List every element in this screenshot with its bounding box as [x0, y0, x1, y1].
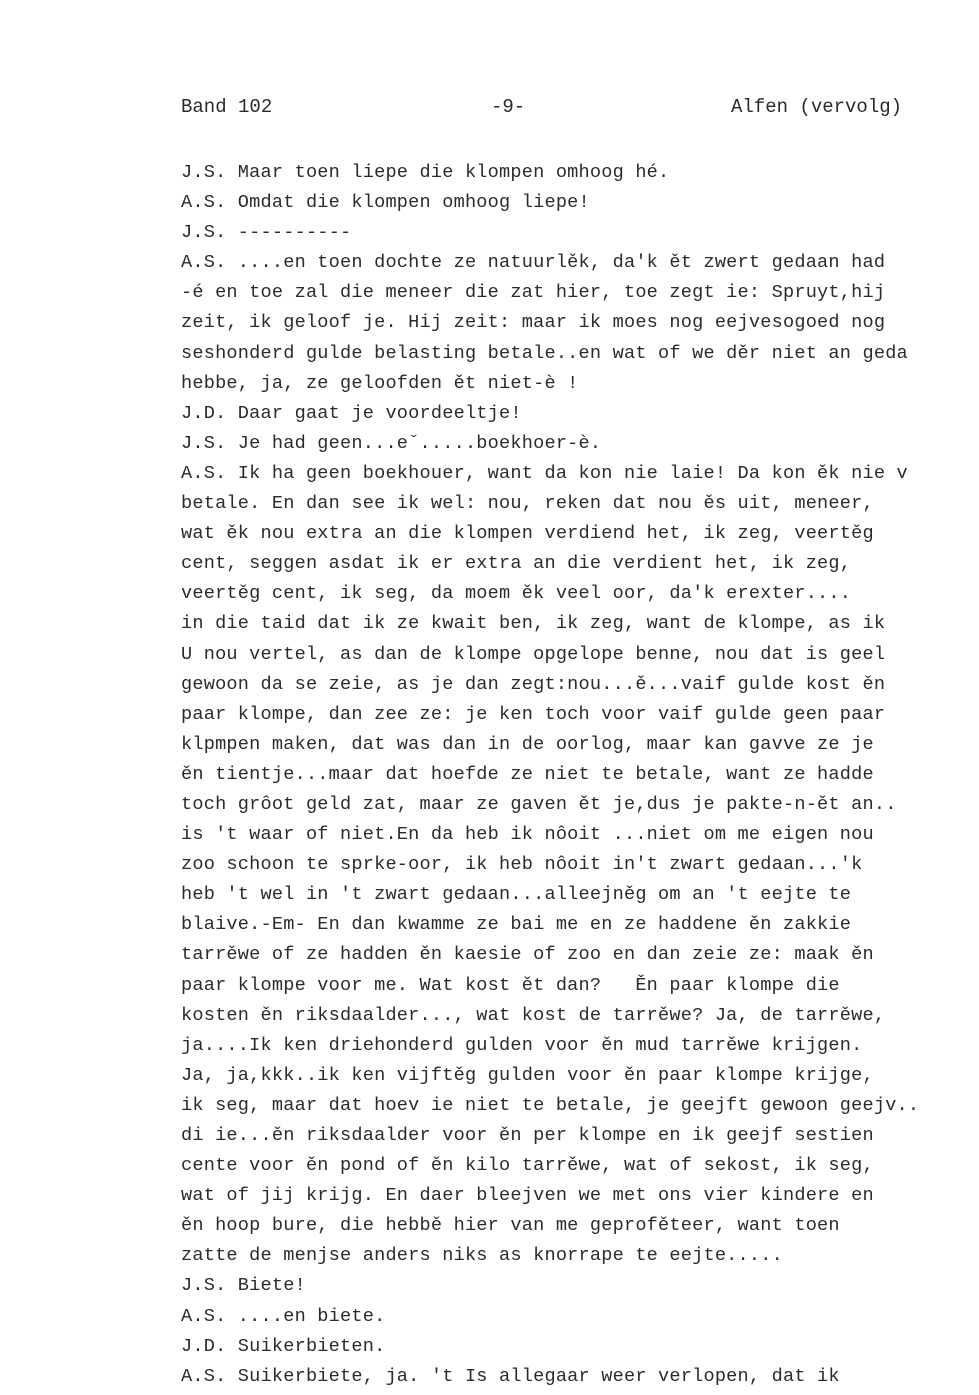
transcript-line: veertěg cent, ik seg, da moem ěk veel oor, da'k erexter.... [181, 583, 852, 605]
header-location: Alfen (vervolg) [731, 96, 903, 118]
transcript-line: blaive.-Em- En dan kwamme ze bai me en ze haddene ěn zakkie [181, 914, 852, 936]
transcript-line: J.D. Daar gaat je voordeeltje! [181, 402, 522, 424]
transcript-line: ik seg, maar dat hoev ie niet te betale, je geejft gewoon geejv.. [181, 1094, 920, 1116]
transcript-line: is 't waar of niet.En da heb ik nôoit ...niet om me eigen nou [181, 824, 874, 846]
transcript-line: J.S. Biete! [181, 1275, 306, 1297]
transcript-line: ěn hoop bure, die hebbě hier van me geprofěteer, want toen [181, 1215, 840, 1237]
transcript-line: A.S. ....en toen dochte ze natuurlěk, da'k ět zwert gedaan had [181, 252, 886, 274]
transcript-line: zeit, ik geloof je. Hij zeit: maar ik moes nog eejvesogoed nog [181, 312, 886, 334]
transcript-line: gewoon da se zeie, as je dan zegt:nou...ě...vaif gulde kost ěn [181, 673, 886, 695]
transcript-line: in die taid dat ik ze kwait ben, ik zeg, want de klompe, as ik [181, 613, 886, 635]
transcript-line: kosten ěn riksdaalder..., wat kost de tarrěwe? Ja, de tarrěwe, [181, 1004, 886, 1026]
transcript-line: A.S. ....en biete. [181, 1305, 386, 1327]
transcript-line: zatte de menjse anders niks as knorrape te eejte..... [181, 1245, 783, 1267]
transcript-line: toch grôot geld zat, maar ze gaven ět je,dus je pakte-n-ět an.. [181, 793, 897, 815]
transcript-line: wat of jij krijg. En daer bleejven we met ons vier kindere en [181, 1185, 874, 1207]
transcript-line: hebbe, ja, ze geloofden ět niet-è ! [181, 372, 579, 394]
transcript-line: ja....Ik ken driehonderd gulden voor ěn mud tarrěwe krijgen. [181, 1034, 863, 1056]
transcript-line: cent, seggen asdat ik er extra an die verdient het, ik zeg, [181, 553, 852, 575]
transcript-line: Ja, ja,kkk..ik ken vijftěg gulden voor ěn paar klompe krijge, [181, 1064, 874, 1086]
transcript-line: betale. En dan see ik wel: nou, reken dat nou ěs uit, meneer, [181, 493, 874, 515]
header-band: Band 102 [181, 96, 273, 118]
transcript-line: U nou vertel, as dan de klompe opgelope benne, nou dat is geel [181, 643, 886, 665]
transcript-line: seshonderd gulde belasting betale..en wat of we děr niet an geda [181, 342, 908, 364]
transcript-line: di ie...ěn riksdaalder voor ěn per klompe en ik geejf sestien [181, 1125, 874, 1146]
transcript-line: paar klompe voor me. Wat kost ět dan? Ěn paar klompe die [181, 974, 840, 996]
transcript-line: cente voor ěn pond of ěn kilo tarrěwe, wat of sekost, ik seg, [181, 1155, 874, 1177]
transcript-line: J.D. Suikerbieten. [181, 1335, 386, 1357]
transcript-line: heb 't wel in 't zwart gedaan...alleejněg om an 't eejte te [181, 884, 852, 906]
transcript-line: paar klompe, dan zee ze: je ken toch voor vaif gulde geen paar [181, 703, 886, 725]
page-header [181, 96, 941, 126]
transcript-body [181, 158, 971, 1392]
transcript-line: J.S. ---------- [181, 222, 352, 244]
transcript-line: zoo schoon te sprke-oor, ik heb nôoit in't zwart gedaan...'k [181, 854, 863, 876]
transcript-line: -é en toe zal die meneer die zat hier, toe zegt ie: Spruyt,hij [181, 282, 886, 304]
transcript-line: ěn tientje...maar dat hoefde ze niet te betale, want ze hadde [181, 763, 874, 785]
transcript-line: wat ěk nou extra an die klompen verdiend het, ik zeg, veertěg [181, 523, 874, 545]
transcript-line: J.S. Maar toen liepe die klompen omhoog hé. [181, 162, 670, 183]
transcript-line: J.S. Je had geen...eˇ.....boekhoer-è. [181, 432, 602, 454]
header-page-number: -9- [491, 96, 526, 118]
transcript-line: A.S. Ik ha geen boekhouer, want da kon nie laie! Da kon ěk nie v [181, 462, 908, 484]
transcript-line: A.S. Suikerbiete, ja. 't Is allegaar weer verlopen, dat ik [181, 1365, 840, 1387]
transcript-line: klpmpen maken, dat was dan in de oorlog, maar kan gavve ze je [181, 733, 874, 755]
transcript-line: tarrěwe of ze hadden ěn kaesie of zoo en dan zeie ze: maak ěn [181, 944, 874, 966]
transcript-line: A.S. Omdat die klompen omhoog liepe! [181, 192, 590, 214]
